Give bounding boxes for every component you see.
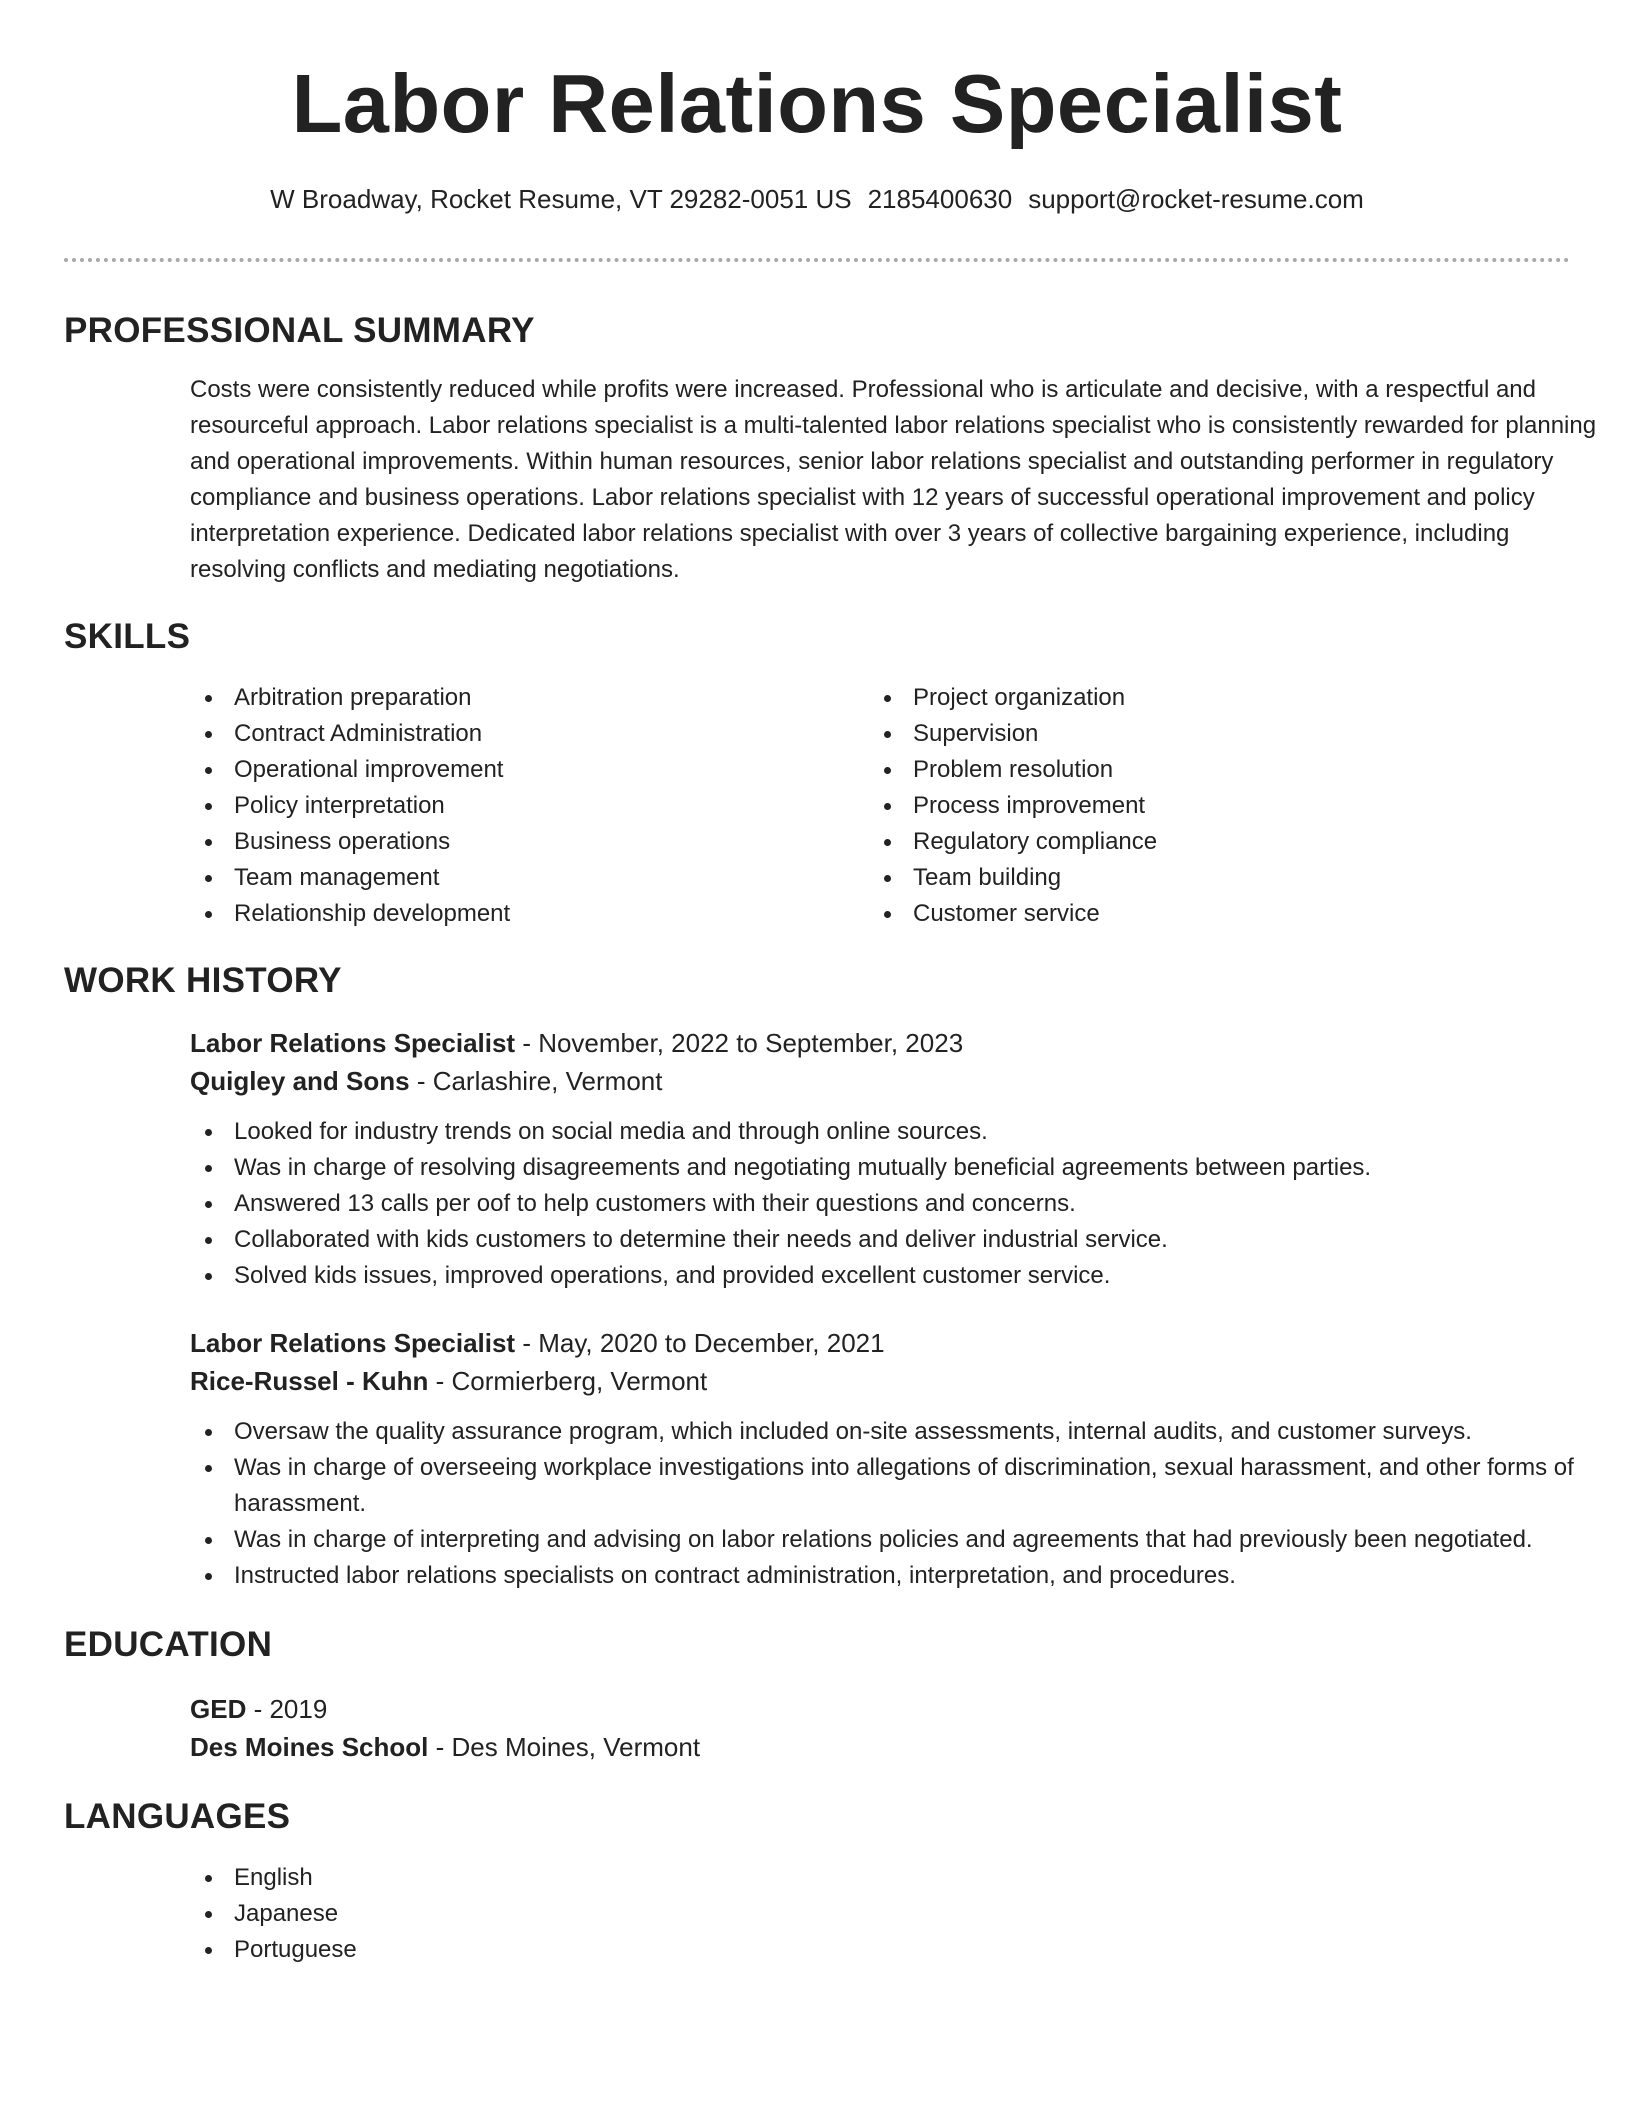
job-location: - Cormierberg, Vermont xyxy=(428,1366,708,1396)
resume-name-title: Labor Relations Specialist xyxy=(291,57,1343,150)
work-history-heading: WORK HISTORY xyxy=(64,961,342,1000)
job-duties xyxy=(190,1114,1570,1294)
skill-item: Operational improvement xyxy=(190,752,869,788)
job-duty: Solved kids issues, improved operations, and provided excellent customer service. xyxy=(190,1258,1570,1294)
education-degree-line xyxy=(190,1690,1570,1728)
languages-list xyxy=(190,1860,1570,1968)
education-year: - 2019 xyxy=(246,1694,328,1724)
resume-page xyxy=(64,0,1597,1968)
header-divider xyxy=(64,258,1570,262)
job-company-line xyxy=(190,1062,1570,1100)
job-duties xyxy=(190,1414,1600,1594)
education-entry xyxy=(190,1690,1570,1766)
contact-email: support@rocket-resume.com xyxy=(1028,184,1364,214)
skill-item: Supervision xyxy=(869,716,1469,752)
languages-heading: LANGUAGES xyxy=(64,1797,291,1836)
job-title-line xyxy=(190,1324,1570,1362)
language-item: Portuguese xyxy=(190,1932,1570,1968)
job-duty: Was in charge of overseeing workplace investigations into allegations of discrimination, sexual harassment, and other forms of harassment. xyxy=(190,1450,1600,1522)
job-dates: - May, 2020 to December, 2021 xyxy=(515,1328,885,1358)
education-heading: EDUCATION xyxy=(64,1625,273,1664)
skills-column-right xyxy=(869,680,1469,932)
education-school: Des Moines School xyxy=(190,1732,429,1762)
contact-phone: 2185400630 xyxy=(867,184,1013,214)
contact-address: W Broadway, Rocket Resume, VT 29282-0051 US xyxy=(270,184,852,214)
skill-item: Policy interpretation xyxy=(190,788,869,824)
job-company: Rice-Russel - Kuhn xyxy=(190,1366,429,1396)
job-duty: Was in charge of resolving disagreements and negotiating mutually beneficial agreements between parties. xyxy=(190,1150,1570,1186)
language-item: Japanese xyxy=(190,1896,1570,1932)
skill-item: Team management xyxy=(190,860,869,896)
job-role: Labor Relations Specialist xyxy=(190,1028,516,1058)
summary-heading: PROFESSIONAL SUMMARY xyxy=(64,311,535,350)
job-entry xyxy=(190,1324,1570,1400)
job-dates: - November, 2022 to September, 2023 xyxy=(515,1028,964,1058)
skill-item: Regulatory compliance xyxy=(869,824,1469,860)
job-duty: Instructed labor relations specialists on contract administration, interpretation, and procedures. xyxy=(190,1558,1600,1594)
job-location: - Carlashire, Vermont xyxy=(409,1066,663,1096)
skills-column-left xyxy=(190,680,869,932)
job-company-line xyxy=(190,1362,1570,1400)
contact-line xyxy=(64,182,1570,216)
summary-text: Costs were consistently reduced while profits were increased. Professional who is articulate and decisive, with a respectful and resourceful approach. Labor relations specialist is a multi-talented labor relations specialist who is consistently rewarded for planning and operational improvements. Within human resources, senior labor relations specialist and outstanding performer in regulatory compliance and business operations. Labor relations specialist with 12 years of successful operational improvement and policy interpretation experience. Dedicated labor relations specialist with over 3 years of collective bargaining experience, including resolving conflicts and mediating negotiations. xyxy=(190,376,1597,583)
job-title-line xyxy=(190,1024,1570,1062)
education-school-line xyxy=(190,1728,1570,1766)
skills-heading: SKILLS xyxy=(64,617,191,656)
skill-item: Arbitration preparation xyxy=(190,680,869,716)
skill-item: Project organization xyxy=(869,680,1469,716)
skill-item: Contract Administration xyxy=(190,716,869,752)
job-entry xyxy=(190,1024,1570,1100)
job-duty: Answered 13 calls per oof to help customers with their questions and concerns. xyxy=(190,1186,1570,1222)
education-degree: GED xyxy=(190,1694,247,1724)
skill-item: Customer service xyxy=(869,896,1469,932)
skill-item: Process improvement xyxy=(869,788,1469,824)
job-duty: Oversaw the quality assurance program, which included on-site assessments, internal audits, and customer surveys. xyxy=(190,1414,1600,1450)
skill-item: Relationship development xyxy=(190,896,869,932)
language-item: English xyxy=(190,1860,1570,1896)
education-location: - Des Moines, Vermont xyxy=(428,1732,701,1762)
skill-item: Team building xyxy=(869,860,1469,896)
job-duty: Looked for industry trends on social media and through online sources. xyxy=(190,1114,1570,1150)
job-duty: Collaborated with kids customers to determine their needs and deliver industrial service. xyxy=(190,1222,1570,1258)
job-duty: Was in charge of interpreting and advising on labor relations policies and agreements that had previously been negotiated. xyxy=(190,1522,1600,1558)
skill-item: Business operations xyxy=(190,824,869,860)
skill-item: Problem resolution xyxy=(869,752,1469,788)
job-company: Quigley and Sons xyxy=(190,1066,410,1096)
job-role: Labor Relations Specialist xyxy=(190,1328,516,1358)
skills-list xyxy=(190,680,1570,932)
